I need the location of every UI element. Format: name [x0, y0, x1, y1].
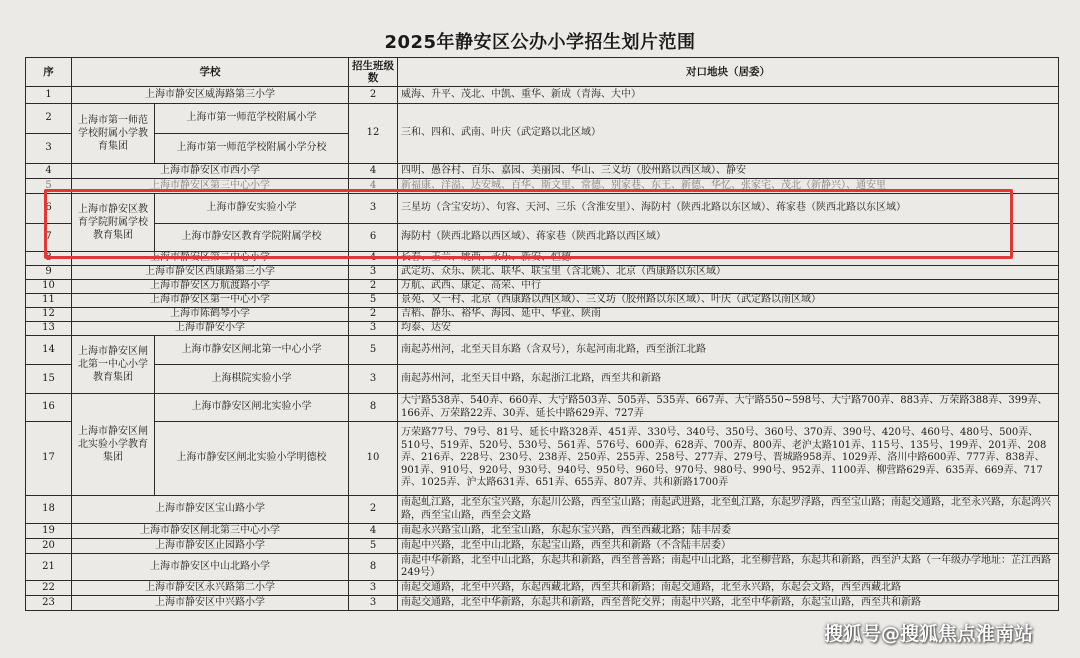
row-no: 6: [26, 194, 72, 224]
row-no: 4: [26, 164, 72, 179]
row-no: 15: [26, 365, 72, 394]
table-row: [26, 581, 1059, 596]
header-area: 对口地块（居委）: [398, 58, 1059, 87]
table-row: [26, 252, 1059, 266]
row-school: 上海市静安区第一中心小学: [72, 294, 349, 308]
row-area: 南起虬江路，北至东宝兴路，东起川公路，西至宝山路；南起武进路，北至虬江路，东起罗浮路，西至宝山路；南起交通路，北至永兴路，东起鸿兴路，西至宝山路，西至会文路: [398, 496, 1059, 524]
row-classes: 3: [349, 581, 398, 596]
row-no: 1: [26, 87, 72, 104]
row-area: 武定坊、众乐、陕北、联华、联宝里（含北姚）、北京（西康路以东区域）: [398, 266, 1059, 280]
row-area: 四明、愚谷村、百乐、嘉园、美丽园、华山、三义坊（胶州路以西区域）、静安: [398, 164, 1059, 179]
table-row: [26, 224, 1059, 252]
row-classes: 2: [349, 280, 398, 294]
row-school: 上海市静安区止园路小学: [72, 539, 349, 554]
table-row: [26, 322, 1059, 336]
table-row: [26, 266, 1059, 280]
row-classes: 2: [349, 308, 398, 322]
row-area: 南起中兴路，北至中山北路，东起宝山路，西至共和新路（不含陆丰居委）: [398, 539, 1059, 554]
table-row: [26, 496, 1059, 524]
row-school: 上海市第一师范学校附属小学分校: [155, 134, 349, 164]
enrollment-table: [25, 57, 1059, 611]
table-row: [26, 294, 1059, 308]
table-row: [26, 336, 1059, 365]
table-header-row: [26, 58, 1059, 87]
row-school: 上海市静安小学: [72, 322, 349, 336]
table-row: [26, 179, 1059, 194]
row-school: 上海市静安区威海路第三小学: [72, 87, 349, 104]
table-row: [26, 365, 1059, 394]
row-no: 11: [26, 294, 72, 308]
row-no: 19: [26, 524, 72, 539]
page-title: 2025年静安区公办小学招生划片范围: [384, 32, 696, 53]
row-classes: 5: [349, 294, 398, 308]
row-area: 三和、四和、武南、叶庆（武定路以北区域）: [398, 104, 1059, 164]
row-school: 上海市静安区第二中心小学: [72, 252, 349, 266]
row-school: 上海市静安区中山北路小学: [72, 554, 349, 581]
row-classes: 12: [349, 104, 398, 164]
table-row: [26, 87, 1059, 104]
row-classes: 2: [349, 87, 398, 104]
row-school: 上海市静安区万航渡路小学: [72, 280, 349, 294]
row-classes: 5: [349, 539, 398, 554]
table-row: [26, 422, 1059, 496]
row-classes: 4: [349, 524, 398, 539]
table-row: [26, 596, 1059, 611]
row-classes: 3: [349, 194, 398, 224]
header-no: 序: [26, 58, 72, 87]
table-row: [26, 524, 1059, 539]
row-no: 9: [26, 266, 72, 280]
row-no: 7: [26, 224, 72, 252]
row-school: 上海市静安区闸北实验小学: [155, 394, 349, 422]
row-classes: 4: [349, 179, 398, 194]
table-row: [26, 539, 1059, 554]
table-row: [26, 308, 1059, 322]
row-classes: 4: [349, 164, 398, 179]
row-classes: 3: [349, 322, 398, 336]
row-classes: 3: [349, 365, 398, 394]
row-school: 上海市静安区闸北第三中心小学: [72, 524, 349, 539]
row-no: 2: [26, 104, 72, 134]
row-school: 上海市第一师范学校附属小学: [155, 104, 349, 134]
row-area: 吉稻、静乐、裕华、海园、延中、华业、陕南: [398, 308, 1059, 322]
row-no: 13: [26, 322, 72, 336]
row-school: 上海市静安区中兴路小学: [72, 596, 349, 611]
row-no: 17: [26, 422, 72, 496]
row-area: 南起永兴路宝山路，北至宝山路，东起东宝兴路，西至西藏北路；陆丰居委: [398, 524, 1059, 539]
row-area: 三星坊（含宝安坊）、句容、天河、三乐（含淮安里）、海防村（陕西北路以东区域）、蒋家巷（陕西北路以东区域）: [398, 194, 1059, 224]
row-no: 10: [26, 280, 72, 294]
row-no: 23: [26, 596, 72, 611]
row-area: 大宁路538弄、540弄、660弄、大宁路503弄、505弄、535弄、667弄、大宁路550~598号、大宁路700弄、883弄、万荣路388弄、399弄、166弄、万荣路22弄、30弄、延长中路629弄、727弄: [398, 394, 1059, 422]
row-classes: 8: [349, 554, 398, 581]
row-school: 上海市静安区永兴路第二小学: [72, 581, 349, 596]
table-row: [26, 194, 1059, 224]
row-group: 上海市静安区闸北第一中心小学教育集团: [72, 336, 155, 394]
table-row: [26, 164, 1059, 179]
row-area: 海防村（陕西北路以西区域）、蒋家巷（陕西北路以西区域）: [398, 224, 1059, 252]
row-area: 长春、玉兰、姚西、永乐、新安、恒德: [398, 252, 1059, 266]
row-no: 21: [26, 554, 72, 581]
row-school: 上海市静安区闸北第一中心小学: [155, 336, 349, 365]
row-no: 14: [26, 336, 72, 365]
row-area: 威海、升平、茂北、中凯、重华、新成（青海、大中）: [398, 87, 1059, 104]
table-row: [26, 554, 1059, 581]
watermark: 搜狐号@搜狐焦点淮南站: [824, 623, 1034, 645]
row-no: 20: [26, 539, 72, 554]
row-no: 12: [26, 308, 72, 322]
row-school: 上海市陈鹤琴小学: [72, 308, 349, 322]
row-no: 16: [26, 394, 72, 422]
row-classes: 6: [349, 224, 398, 252]
row-classes: 8: [349, 394, 398, 422]
row-area: 南起中华新路，北至中山北路，东起共和新路，西至普善路；南起中山北路，北至柳营路，东起共和新路，西至沪太路（一年级办学地址：芷江西路249号）: [398, 554, 1059, 581]
table-row: [26, 394, 1059, 422]
row-school: 上海市静安区教育学院附属学校: [155, 224, 349, 252]
row-school: 上海市静安实验小学: [155, 194, 349, 224]
row-group: 上海市静安区闸北实验小学教育集团: [72, 394, 155, 496]
row-school: 上海市静安区市西小学: [72, 164, 349, 179]
row-no: 22: [26, 581, 72, 596]
row-classes: 10: [349, 422, 398, 496]
row-area: 景苑、又一村、北京（西康路以西区域）、三义坊（胶州路以东区域）、叶庆（武定路以南区域）: [398, 294, 1059, 308]
table-row: [26, 280, 1059, 294]
header-school: 学校: [72, 58, 349, 87]
row-no: 18: [26, 496, 72, 524]
row-classes: 5: [349, 336, 398, 365]
row-area: 南起苏州河，北至天目中路，东起浙江北路，西至共和新路: [398, 365, 1059, 394]
row-area: 新福康、洋溢、达安城、百华、斯文里、常德、别家巷、东王、新德、华忆、张家宅、茂北（新静兴）、通安里: [398, 179, 1059, 194]
row-school: 上海市静安区宝山路小学: [72, 496, 349, 524]
row-school: 上海市静安区西康路第三小学: [72, 266, 349, 280]
row-area: 万航、武西、康定、高荣、中行: [398, 280, 1059, 294]
row-school: 上海棋院实验小学: [155, 365, 349, 394]
row-classes: 3: [349, 596, 398, 611]
row-school: 上海市静安区第三中心小学: [72, 179, 349, 194]
header-classes: 招生班级数: [349, 58, 398, 87]
row-no: 5: [26, 179, 72, 194]
row-group: 上海市静安区教育学院附属学校教育集团: [72, 194, 155, 252]
row-classes: 3: [349, 266, 398, 280]
row-no: 8: [26, 252, 72, 266]
row-area: 万荣路77号、79号、81号、延长中路328弄、451弄、330号、340号、350号、360号、370弄、390号、420号、460号、480号、500弄、510号、519弄、520号、530号、561弄、576号、600弄、628弄、700弄、800弄、老沪太路101弄、115号、135号、199弄、201弄、208弄、216弄、228号、230号、238弄、250弄、255弄、258号、277弄、279号、晋城路958弄、1029弄、洛川中路600弄、777弄、838弄、901弄、910号、920号、930号、940号、950号、960号、970号、980号、990号、952弄、1100弄、柳营路629弄、635弄、669弄、717弄、1025弄、沪太路631弄、651弄、655弄、807弄、共和新路1700弄: [398, 422, 1059, 496]
row-area: 南起交通路，北至中兴路，东起西藏北路，西至共和新路；南起交通路，北至永兴路，东起会文路，西至西藏北路: [398, 581, 1059, 596]
row-no: 3: [26, 134, 72, 164]
row-area: 南起苏州河，北至天目东路（含双号），东起河南北路，西至浙江北路: [398, 336, 1059, 365]
row-area: 均泰、达安: [398, 322, 1059, 336]
row-classes: 2: [349, 496, 398, 524]
row-group: 上海市第一师范学校附属小学教育集团: [72, 104, 155, 164]
row-area: 南起交通路，北至中华新路，东起共和新路，西至普陀交界；南起中兴路，北至中华新路，东起宝山路，西至共和新路: [398, 596, 1059, 611]
table-row: [26, 104, 1059, 134]
row-classes: 4: [349, 252, 398, 266]
row-school: 上海市静安区闸北实验小学明德校: [155, 422, 349, 496]
